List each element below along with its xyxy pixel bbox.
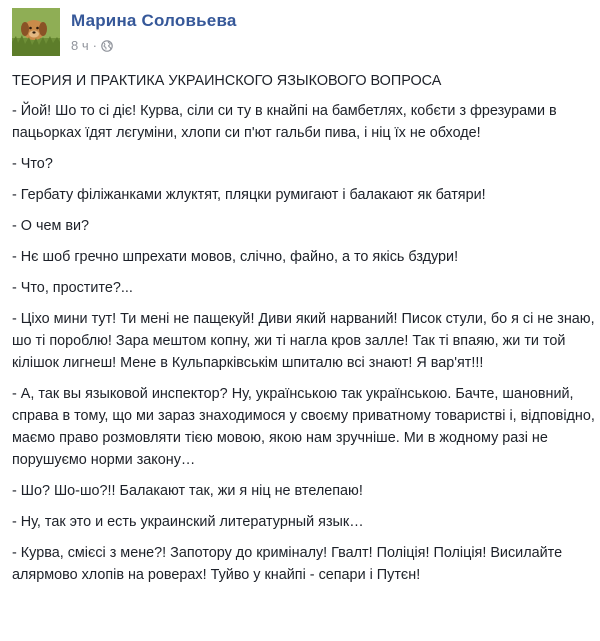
post-title: ТЕОРИЯ И ПРАКТИКА УКРАИНСКОГО ЯЗЫКОВОГО ВОПРОСА [12,73,442,89]
post-paragraph: - Йой! Шо то сі діє! Курва, сіли си ту в кнайпі на бамбетлях, кобєти з фрезурами в пацьорках їдят лєгуміни, хлопи си п'ют гальби пива, і ніц їх не обходе! [12,103,557,141]
post-paragraph: - Шо? Шо-шо?!! Балакают так, жи я ніц не втелепаю! [12,483,363,499]
post-paragraph: - Что? [12,156,53,172]
post-paragraph: - Гербату філіжанками жлуктят, пляцки румигают і балакают як батяри! [12,187,486,203]
dog-avatar-icon [12,8,60,56]
post-paragraph: - Нє шоб гречно шпрехати мовов, слічно, файно, а то якісь бздури! [12,249,459,265]
post-paragraph: - О чем ви? [12,218,90,234]
post-time-link[interactable]: 8 ч [71,38,89,53]
post-header [12,8,237,56]
post-meta [71,38,237,53]
post-paragraph: - Что, простите?... [12,280,133,296]
post-body [12,70,596,595]
author-name-link[interactable]: Марина Соловьева [71,11,237,30]
post-paragraph: - Ціхо мини тут! Ти мені не пащекуй! Диви який нарваний! Писок стули, бо я сі не знаю, шо ті пороблю! Зара мештом копну, жи ті нагла кров залле! Так ті впаяю, жи ти той кілішок лигнеш! Мене в Кульпарківськім шпиталю всі знают! Я вар'ят!!! [12,311,595,371]
post-paragraph: - А, так вы языковой инспектор? Ну, українською так українською. Бачте, шановний, справа в тому, що ми зараз знаходимося у своєму приватному товаристві і, відповідно, маємо право розмовляти тією мовою, якою нам зручніше. Ми в жодному разі не порушуємо норми закону… [12,386,595,468]
author-avatar[interactable] [12,8,60,56]
globe-icon[interactable] [101,40,113,52]
post-paragraph: - Ну, так это и есть украинский литературный язык… [12,514,364,530]
meta-separator: · [92,38,97,53]
post-paragraph: - Курва, смієсі з мене?! Запотору до криміналу! Гвалт! Поліція! Поліція! Висилайте алярмово хлопів на роверах! Туйво у кнайпі - сепари і Путєн! [12,545,563,583]
header-text [71,11,237,53]
